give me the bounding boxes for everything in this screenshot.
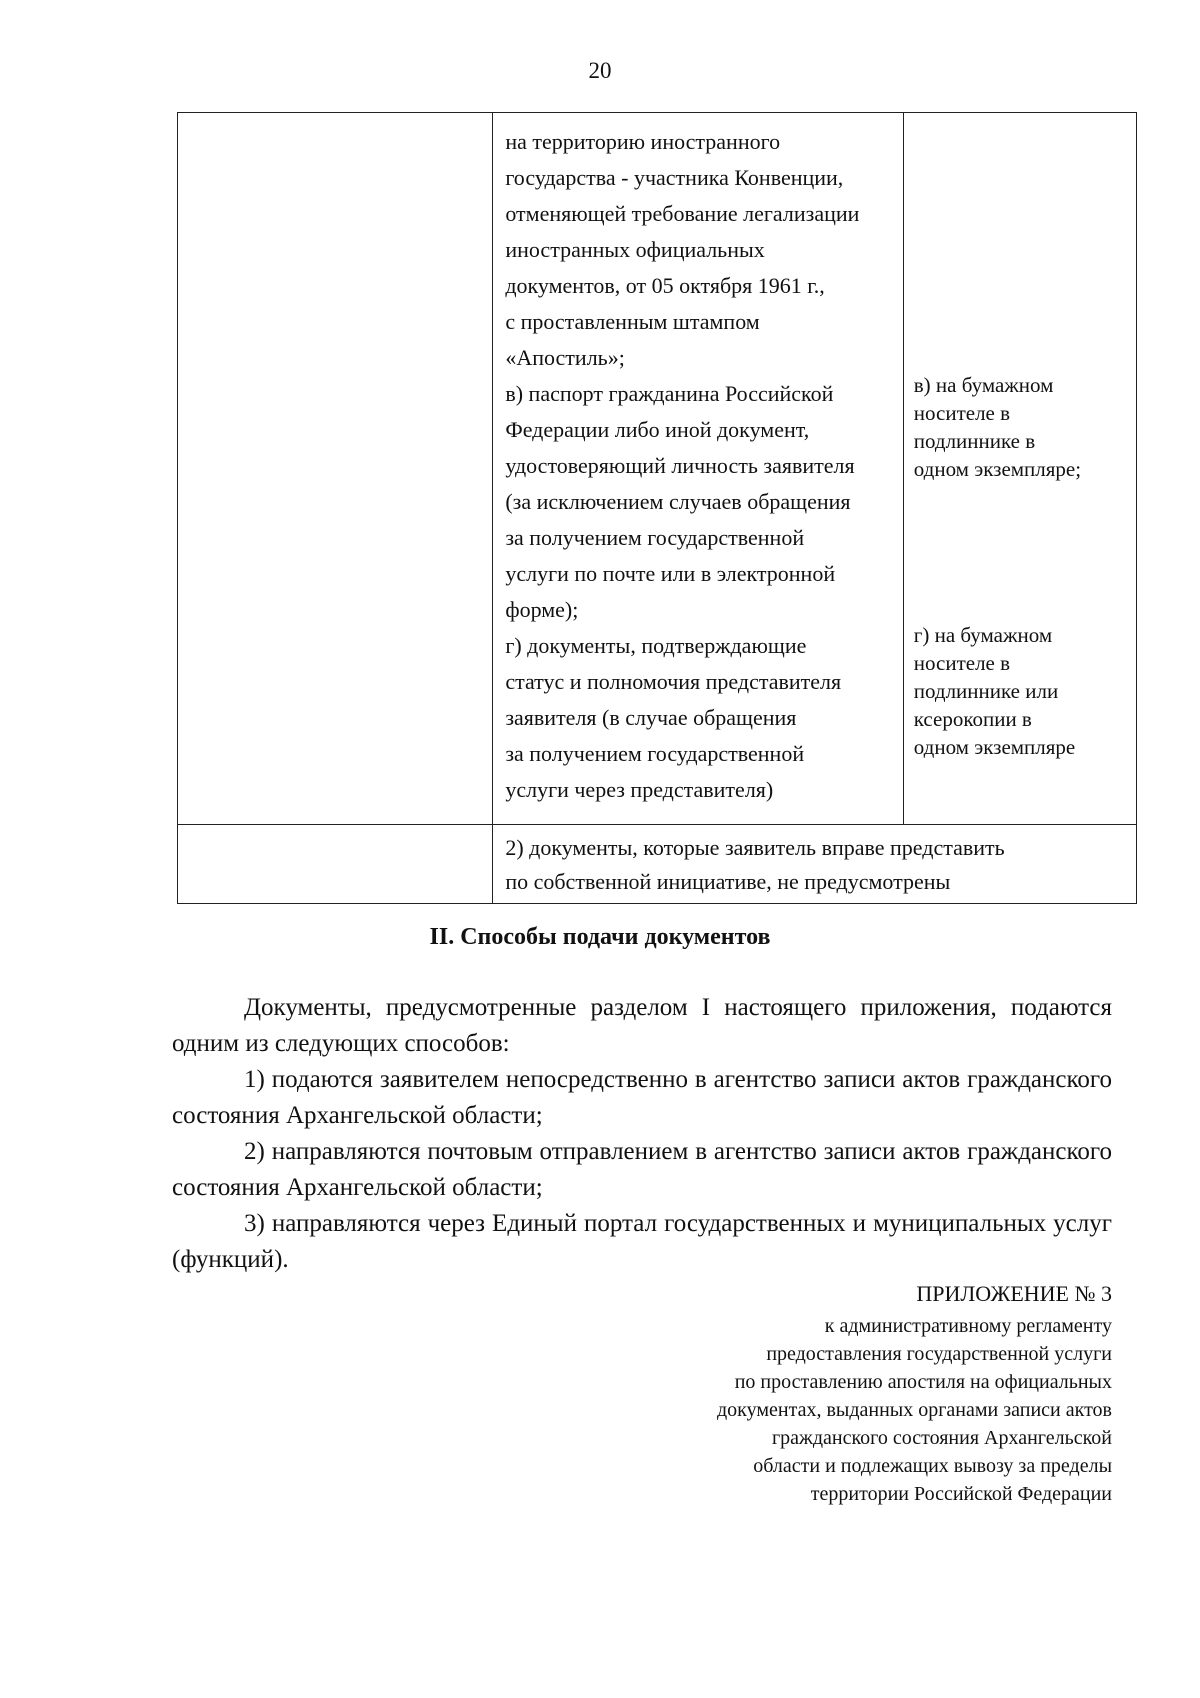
cell-line: услуги по почте или в электронной xyxy=(505,561,836,586)
cell-line: 2) документы, которые заявитель вправе представить xyxy=(505,835,1005,860)
cell-line: услуги через представителя) xyxy=(505,777,774,802)
cell-line: «Апостиль»; xyxy=(505,345,625,370)
table-cell-empty xyxy=(178,113,493,825)
table-row xyxy=(178,825,1137,904)
note-line: в) на бумажном xyxy=(913,373,1054,397)
appendix-line: документах, выданных органами записи актов xyxy=(717,1399,1112,1421)
appendix-line: к административному регламенту xyxy=(824,1315,1112,1337)
appendix-line: гражданского состояния Архангельской xyxy=(771,1427,1112,1449)
page-number: 20 xyxy=(588,58,612,83)
cell-line: (за исключением случаев обращения xyxy=(505,489,851,514)
section-body xyxy=(172,990,1112,1278)
cell-line: за получением государственной xyxy=(505,741,805,766)
note-line: подлиннике или xyxy=(913,679,1059,703)
required-documents-cell xyxy=(493,113,903,825)
section-heading: II. Способы подачи документов xyxy=(429,924,771,950)
cell-line: по собственной инициативе, не предусмотрены xyxy=(505,869,951,894)
note-line: подлиннике в xyxy=(913,429,1036,453)
note-line: ксерокопии в xyxy=(913,707,1032,731)
method-item-3: 3) направляются через Единый портал государственных и муниципальных услуг (функций). xyxy=(172,1210,1112,1273)
cell-line: документов, от 05 октября 1961 г., xyxy=(505,273,825,298)
table-row xyxy=(178,113,1137,825)
cell-line: с проставленным штампом xyxy=(505,309,760,334)
cell-line: форме); xyxy=(505,597,579,622)
cell-line: г) документы, подтверждающие xyxy=(505,633,807,658)
requirements-table xyxy=(177,112,1137,904)
method-item-2: 2) направляются почтовым отправлением в агентство записи актов гражданского состояния Архангельской области; xyxy=(172,1138,1112,1201)
appendix-line: области и подлежащих вывозу за пределы xyxy=(753,1455,1112,1477)
cell-line: за получением государственной xyxy=(505,525,805,550)
note-line: г) на бумажном xyxy=(913,623,1053,647)
cell-line: государства - участника Конвенции, xyxy=(505,165,844,190)
submission-note-g xyxy=(914,621,1130,761)
cell-line: на территорию иностранного xyxy=(505,129,781,154)
appendix-line: территории Российской Федерации xyxy=(810,1483,1112,1505)
submission-form-cell xyxy=(903,113,1136,825)
appendix-line: по проставлению апостиля на официальных xyxy=(734,1371,1112,1393)
cell-line: отменяющей требование легализации xyxy=(505,201,860,226)
cell-line: в) паспорт гражданина Российской xyxy=(505,381,834,406)
optional-documents-cell xyxy=(493,825,1137,904)
cell-line: удостоверяющий личность заявителя xyxy=(505,453,855,478)
cell-line: иностранных официальных xyxy=(505,237,765,262)
cell-line: заявителя (в случае обращения xyxy=(505,705,797,730)
note-line: одном экземпляре; xyxy=(913,457,1082,481)
cell-line: статус и полномочия представителя xyxy=(505,669,842,694)
appendix-header xyxy=(560,1278,1112,1508)
intro-paragraph: Документы, предусмотренные разделом I настоящего приложения, подаются одним из следующих способов: xyxy=(172,994,1112,1057)
submission-note-v xyxy=(914,371,1130,483)
appendix-line: предоставления государственной услуги xyxy=(766,1343,1112,1365)
note-line: носителе в xyxy=(913,651,1011,675)
cell-line: Федерации либо иной документ, xyxy=(505,417,810,442)
table-cell-empty xyxy=(178,825,493,904)
note-line: носителе в xyxy=(913,401,1011,425)
appendix-title: ПРИЛОЖЕНИЕ № 3 xyxy=(916,1281,1112,1306)
method-item-1: 1) подаются заявителем непосредственно в агентство записи актов гражданского состояния Архангельской области; xyxy=(172,1066,1112,1129)
note-line: одном экземпляре xyxy=(913,735,1076,759)
